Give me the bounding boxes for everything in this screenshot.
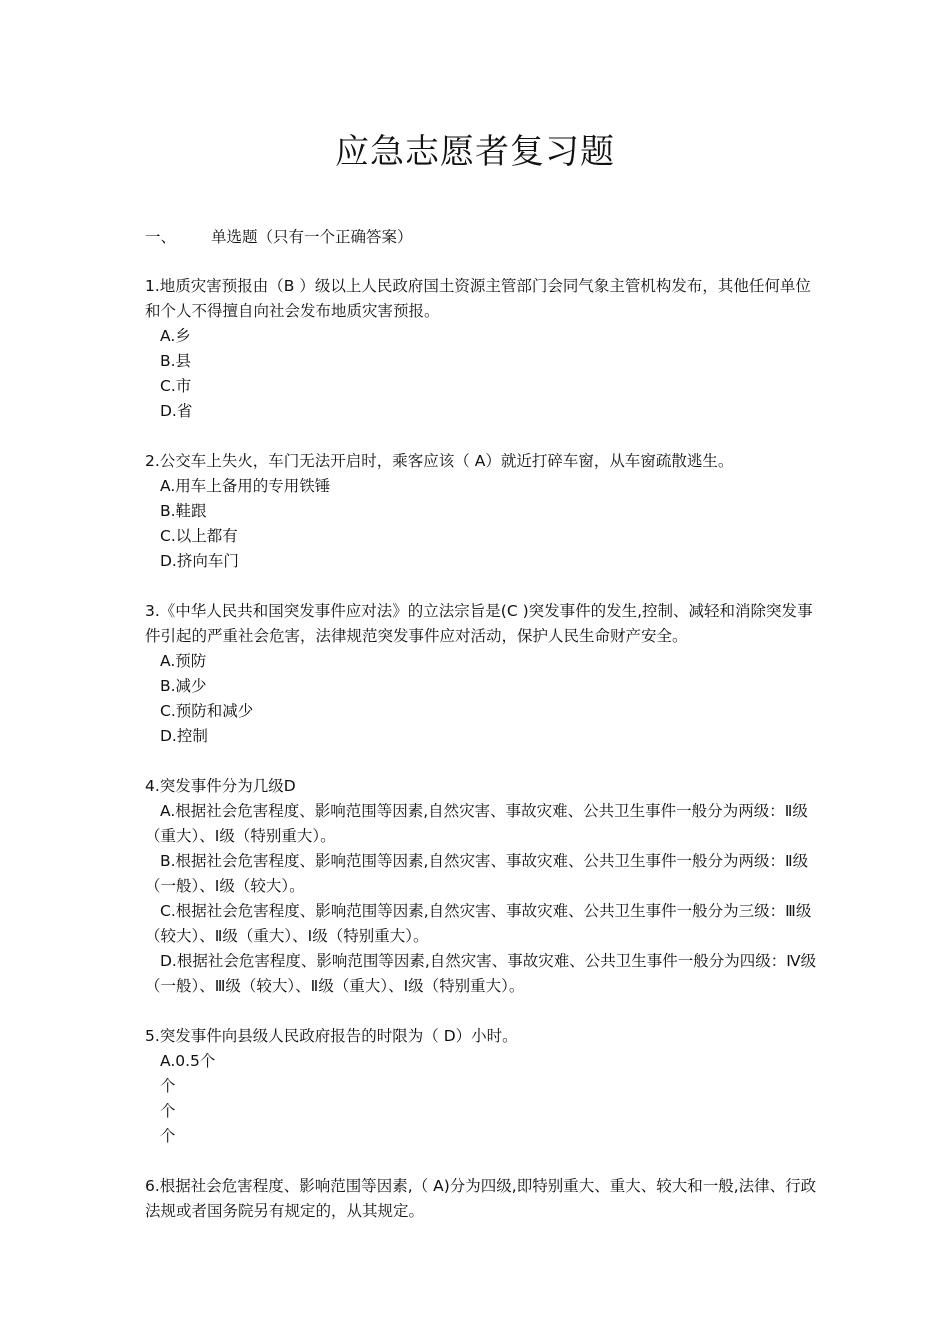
- option-d: D.挤向车门: [160, 552, 239, 570]
- question-1: [145, 274, 817, 424]
- question-stem: 6.根据社会危害程度、影响范围等因素,（ A)分为四级,即特别重大、重大、较大和一般,法律、行政法规或者国务院另有规定的，从其规定。: [145, 1177, 817, 1220]
- option-c: C.以上都有: [160, 527, 238, 545]
- option-b: B.根据社会危害程度、影响范围等因素,自然灾害、事故灾难、公共卫生事件一般分为两级：Ⅱ级（一般）、Ⅰ级（较大）。: [145, 852, 809, 895]
- option-a: A.根据社会危害程度、影响范围等因素,自然灾害、事故灾难、公共卫生事件一般分为两级：Ⅱ级（重大）、Ⅰ级（特别重大）。: [145, 802, 808, 845]
- question-3: [145, 599, 817, 749]
- option-a: A.乡: [160, 327, 191, 345]
- option-d: D.控制: [160, 727, 208, 745]
- question-stem: 3.《中华人民共和国突发事件应对法》的立法宗旨是(C )突发事件的发生,控制、减轻和消除突发事件引起的严重社会危害，法律规范突发事件应对活动，保护人民生命财产安全。: [145, 602, 813, 645]
- section-heading: [145, 225, 413, 249]
- option-c: C.预防和减少: [160, 702, 254, 720]
- question-stem: 5.突发事件向县级人民政府报告的时限为（ D）小时。: [145, 1027, 518, 1045]
- option-a: A.0.5个: [160, 1052, 216, 1070]
- question-6: [145, 1174, 817, 1224]
- option-a: A.用车上备用的专用铁锤: [160, 477, 331, 495]
- option-c: C.市: [160, 377, 192, 395]
- page-title: 应急志愿者复习题: [335, 132, 615, 172]
- option-b: B.县: [160, 352, 192, 370]
- question-2: [145, 449, 817, 574]
- question-stem: 2.公交车上失火，车门无法开启时，乘客应该（ A）就近打碎车窗，从车窗疏散逃生。: [145, 452, 734, 470]
- option-b: B.鞋跟: [160, 502, 207, 520]
- option-d: 个: [160, 1127, 176, 1145]
- option-b: B.减少: [160, 677, 207, 695]
- question-stem: 1.地质灾害预报由（B ）级以上人民政府国土资源主管部门会同气象主管机构发布，其他任何单位和个人不得擅自向社会发布地质灾害预报。: [145, 277, 811, 320]
- question-5: [145, 1024, 817, 1149]
- option-a: A.预防: [160, 652, 207, 670]
- option-c: 个: [160, 1102, 176, 1120]
- question-list: [145, 274, 817, 1249]
- option-b: 个: [160, 1077, 176, 1095]
- option-d: D.省: [160, 402, 193, 420]
- option-c: C.根据社会危害程度、影响范围等因素,自然灾害、事故灾难、公共卫生事件一般分为三级：Ⅲ级（较大）、Ⅱ级（重大）、Ⅰ级（特别重大）。: [145, 902, 812, 945]
- section-number: 一、: [145, 228, 177, 246]
- option-d: D.根据社会危害程度、影响范围等因素,自然灾害、事故灾难、公共卫生事件一般分为四级：Ⅳ级（一般）、Ⅲ级（较大）、Ⅱ级（重大）、Ⅰ级（特别重大）。: [145, 952, 817, 995]
- section-label: 单选题（只有一个正确答案）: [211, 228, 413, 246]
- question-stem: 4.突发事件分为几级D: [145, 777, 296, 795]
- question-4: [145, 774, 817, 999]
